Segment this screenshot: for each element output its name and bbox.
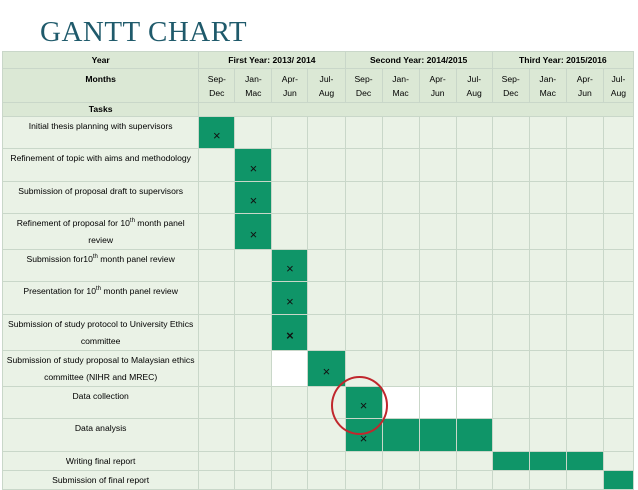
- schedule-cell-filled: [529, 452, 566, 471]
- schedule-cell: [235, 387, 272, 419]
- month-line1: Apr-: [281, 74, 299, 84]
- schedule-cell: [382, 250, 419, 282]
- month-line1: Sep-: [501, 74, 520, 84]
- schedule-cell: [345, 282, 382, 315]
- task-name-text: Writing final report: [65, 456, 136, 466]
- schedule-cell: [345, 471, 382, 490]
- schedule-cell: [566, 387, 603, 419]
- schedule-cell: [382, 117, 419, 149]
- month-line2: Mac: [245, 88, 262, 98]
- schedule-cell: [529, 315, 566, 351]
- schedule-cell-filled: [345, 387, 382, 419]
- schedule-cell: [199, 315, 235, 351]
- schedule-cell-filled: [382, 419, 419, 452]
- schedule-cell-filled: [272, 315, 308, 351]
- schedule-cell: [199, 387, 235, 419]
- schedule-cell: [566, 351, 603, 387]
- schedule-cell-filled: [235, 182, 272, 214]
- schedule-cell: [456, 182, 492, 214]
- schedule-cell: [419, 250, 456, 282]
- schedule-cell: [529, 351, 566, 387]
- schedule-cell: [308, 149, 345, 182]
- schedule-cell: [272, 117, 308, 149]
- month-label: [603, 69, 633, 103]
- schedule-cell: [382, 351, 419, 387]
- gantt-table: [2, 51, 634, 490]
- task-row: [3, 149, 634, 182]
- schedule-cell: [492, 117, 529, 149]
- schedule-cell: [566, 182, 603, 214]
- schedule-cell-filled: [199, 117, 235, 149]
- x-mark-icon: ×: [249, 160, 258, 176]
- task-row: [3, 117, 634, 149]
- schedule-cell: [382, 149, 419, 182]
- x-mark-icon: ×: [286, 293, 294, 309]
- schedule-cell: [308, 250, 345, 282]
- x-mark-icon: ×: [213, 128, 221, 143]
- task-row: [3, 282, 634, 315]
- schedule-cell: [456, 149, 492, 182]
- schedule-cell: [419, 471, 456, 490]
- month-label: [492, 69, 529, 103]
- schedule-cell: [345, 117, 382, 149]
- task-name: [3, 214, 199, 250]
- schedule-cell: [345, 182, 382, 214]
- x-mark-icon: ×: [322, 364, 331, 379]
- schedule-cell: [492, 315, 529, 351]
- months-header: Months: [3, 69, 199, 103]
- schedule-cell: [492, 149, 529, 182]
- schedule-cell: [272, 214, 308, 250]
- month-line2: Aug: [610, 88, 627, 98]
- month-line2: Jun: [282, 88, 297, 98]
- schedule-cell: [566, 282, 603, 315]
- task-row: [3, 471, 634, 490]
- schedule-cell: [566, 214, 603, 250]
- task-name-sup: th: [95, 286, 101, 293]
- schedule-cell: [235, 419, 272, 452]
- schedule-cell: [529, 282, 566, 315]
- schedule-cell: [272, 182, 308, 214]
- task-row: [3, 351, 634, 387]
- schedule-cell: [419, 351, 456, 387]
- task-name-text: Submission of proposal draft to supervisors: [18, 186, 184, 196]
- schedule-cell: [456, 351, 492, 387]
- schedule-cell-filled: [456, 419, 492, 452]
- schedule-cell: [345, 315, 382, 351]
- schedule-cell: [308, 117, 345, 149]
- schedule-cell-filled: [235, 214, 272, 250]
- schedule-cell-filled: [603, 471, 633, 490]
- months-row: [3, 69, 634, 103]
- schedule-cell: [492, 182, 529, 214]
- schedule-cell: [603, 182, 633, 214]
- schedule-cell-filled: [492, 452, 529, 471]
- schedule-cell: [382, 471, 419, 490]
- month-line2: Jun: [430, 88, 445, 98]
- schedule-cell: [456, 282, 492, 315]
- task-name: [3, 117, 199, 149]
- month-line1: Sep-: [354, 74, 373, 84]
- month-line2: Aug: [466, 88, 482, 98]
- schedule-cell: [566, 149, 603, 182]
- schedule-cell: [272, 149, 308, 182]
- schedule-cell: [566, 315, 603, 351]
- schedule-cell: [345, 250, 382, 282]
- schedule-cell-filled: [235, 149, 272, 182]
- schedule-cell: [308, 419, 345, 452]
- schedule-cell: [529, 214, 566, 250]
- task-row: [3, 182, 634, 214]
- task-name-text: Submission of study protocol to University Ethics committee: [7, 319, 194, 346]
- month-line1: Apr-: [429, 74, 446, 84]
- schedule-cell: [529, 387, 566, 419]
- tasks-header: Tasks: [3, 103, 199, 117]
- schedule-cell-filled: [456, 387, 492, 419]
- task-name-sup: th: [129, 218, 135, 225]
- task-name-rest: month panel review: [97, 254, 175, 264]
- month-label: [235, 69, 272, 103]
- year-label: First Year: 2013/ 2014: [199, 52, 345, 69]
- schedule-cell-filled: [272, 282, 308, 315]
- schedule-cell: [419, 452, 456, 471]
- schedule-cell: [419, 315, 456, 351]
- schedule-cell: [566, 471, 603, 490]
- year-row: [3, 52, 634, 69]
- month-line2: Mac: [392, 88, 409, 98]
- month-line1: Jan-: [245, 74, 262, 84]
- schedule-cell-filled: [566, 452, 603, 471]
- task-row: [3, 387, 634, 419]
- month-line2: Dec: [209, 88, 225, 98]
- schedule-cell: [235, 351, 272, 387]
- schedule-cell: [308, 471, 345, 490]
- schedule-cell: [199, 250, 235, 282]
- schedule-cell: [308, 214, 345, 250]
- task-name: [3, 315, 199, 351]
- schedule-cell: [603, 351, 633, 387]
- task-name-text: Submission of study proposal to Malaysian ethics committee (NIHR and MREC): [6, 355, 195, 382]
- schedule-cell-filled: [308, 351, 345, 387]
- task-name-text: Refinement of proposal for 10: [16, 218, 130, 228]
- schedule-cell: [456, 471, 492, 490]
- year-header: Year: [3, 52, 199, 69]
- schedule-cell: [308, 387, 345, 419]
- month-label: [382, 69, 419, 103]
- month-label: [345, 69, 382, 103]
- x-mark-icon: ×: [249, 227, 258, 242]
- schedule-cell: [308, 282, 345, 315]
- task-row: [3, 250, 634, 282]
- schedule-cell: [272, 387, 308, 419]
- schedule-cell: [235, 250, 272, 282]
- schedule-cell: [345, 149, 382, 182]
- task-name: [3, 250, 199, 282]
- schedule-cell: [529, 419, 566, 452]
- month-line1: Jul-: [467, 74, 482, 84]
- schedule-cell: [382, 452, 419, 471]
- schedule-cell: [566, 419, 603, 452]
- schedule-cell: [272, 419, 308, 452]
- schedule-cell: [272, 452, 308, 471]
- task-name-sup: th: [92, 254, 98, 261]
- task-name: [3, 282, 199, 315]
- schedule-cell-filled: [382, 387, 419, 419]
- schedule-cell: [199, 182, 235, 214]
- month-line1: Sep-: [207, 74, 226, 84]
- x-mark-icon: ×: [286, 328, 294, 343]
- month-label: [308, 69, 345, 103]
- schedule-cell: [456, 117, 492, 149]
- schedule-cell: [199, 419, 235, 452]
- schedule-cell: [603, 149, 633, 182]
- task-name-text: Initial thesis planning with supervisors: [28, 121, 173, 131]
- schedule-cell-filled: [419, 419, 456, 452]
- schedule-cell-filled: [272, 250, 308, 282]
- schedule-cell: [456, 214, 492, 250]
- schedule-cell: [235, 452, 272, 471]
- year-label: Third Year: 2015/2016: [492, 52, 633, 69]
- schedule-cell: [529, 149, 566, 182]
- task-name: [3, 149, 199, 182]
- schedule-cell: [308, 315, 345, 351]
- month-label: [272, 69, 308, 103]
- year-label: Second Year: 2014/2015: [345, 52, 492, 69]
- month-line2: Dec: [503, 88, 519, 98]
- task-name-rest: month panel review: [101, 286, 178, 296]
- task-name: [3, 387, 199, 419]
- schedule-cell: [199, 282, 235, 315]
- schedule-cell: [382, 214, 419, 250]
- schedule-cell: [566, 250, 603, 282]
- month-line1: Jul-: [319, 74, 334, 84]
- schedule-cell: [419, 282, 456, 315]
- schedule-cell: [235, 282, 272, 315]
- schedule-cell: [603, 315, 633, 351]
- schedule-cell: [345, 452, 382, 471]
- task-row: [3, 452, 634, 471]
- schedule-cell: [492, 282, 529, 315]
- task-name-rest: month panel review: [88, 218, 185, 245]
- task-name-text: Submission for10: [26, 254, 93, 264]
- schedule-cell: [235, 117, 272, 149]
- task-row: [3, 419, 634, 452]
- schedule-cell: [308, 452, 345, 471]
- schedule-cell: [566, 117, 603, 149]
- schedule-cell: [603, 387, 633, 419]
- schedule-cell: [382, 315, 419, 351]
- page-title: GANTT CHART: [40, 16, 248, 48]
- schedule-cell-filled: [345, 419, 382, 452]
- schedule-cell: [308, 182, 345, 214]
- schedule-cell: [199, 452, 235, 471]
- schedule-cell: [419, 214, 456, 250]
- task-name-text: Data collection: [72, 391, 129, 401]
- month-line1: Jan-: [539, 74, 557, 84]
- task-row: [3, 315, 634, 351]
- task-name-text: Presentation for 10: [23, 286, 96, 296]
- schedule-cell: [492, 471, 529, 490]
- month-label: [419, 69, 456, 103]
- schedule-cell: [456, 250, 492, 282]
- month-line2: Jun: [577, 88, 592, 98]
- task-name-text: Refinement of topic with aims and methodology: [10, 153, 191, 163]
- month-label: [456, 69, 492, 103]
- schedule-cell: [272, 471, 308, 490]
- schedule-cell: [529, 471, 566, 490]
- task-name: [3, 351, 199, 387]
- month-line2: Aug: [318, 88, 335, 98]
- task-name-text: Data analysis: [74, 423, 127, 433]
- month-label: [566, 69, 603, 103]
- schedule-cell: [492, 250, 529, 282]
- month-line1: Jan-: [392, 74, 409, 84]
- month-label: [199, 69, 235, 103]
- tasks-header-filler: [199, 103, 634, 117]
- schedule-cell: [492, 419, 529, 452]
- schedule-cell: [419, 182, 456, 214]
- schedule-cell: [492, 214, 529, 250]
- schedule-cell: [603, 250, 633, 282]
- schedule-cell: [492, 387, 529, 419]
- schedule-cell: [529, 250, 566, 282]
- schedule-cell: [345, 214, 382, 250]
- schedule-cell: [603, 452, 633, 471]
- task-name: [3, 182, 199, 214]
- x-mark-icon: ×: [249, 193, 258, 208]
- schedule-cell-filled: [419, 387, 456, 419]
- month-line2: Dec: [355, 88, 372, 98]
- schedule-cell: [382, 282, 419, 315]
- task-name: [3, 419, 199, 452]
- schedule-cell: [603, 214, 633, 250]
- schedule-cell: [603, 117, 633, 149]
- schedule-cell-filled: [272, 351, 308, 387]
- schedule-cell: [382, 182, 419, 214]
- schedule-cell: [199, 214, 235, 250]
- schedule-cell: [199, 471, 235, 490]
- schedule-cell: [419, 149, 456, 182]
- schedule-cell: [199, 351, 235, 387]
- task-row: [3, 214, 634, 250]
- schedule-cell: [603, 282, 633, 315]
- schedule-cell: [419, 117, 456, 149]
- schedule-cell: [235, 471, 272, 490]
- month-label: [529, 69, 566, 103]
- task-name: [3, 452, 199, 471]
- task-name-text: Submission of final report: [52, 475, 150, 485]
- month-line1: Jul-: [611, 74, 626, 84]
- schedule-cell: [529, 182, 566, 214]
- schedule-cell: [603, 419, 633, 452]
- task-name: [3, 471, 199, 490]
- schedule-cell: [456, 315, 492, 351]
- tasks-header-row: [3, 103, 634, 117]
- month-line2: Mac: [539, 88, 556, 98]
- schedule-cell: [492, 351, 529, 387]
- month-line1: Apr-: [576, 74, 593, 84]
- x-mark-icon: ×: [359, 430, 368, 446]
- schedule-cell: [199, 149, 235, 182]
- x-mark-icon: ×: [359, 398, 368, 413]
- schedule-cell: [345, 351, 382, 387]
- schedule-cell: [235, 315, 272, 351]
- x-mark-icon: ×: [286, 261, 294, 276]
- schedule-cell: [529, 117, 566, 149]
- schedule-cell: [456, 452, 492, 471]
